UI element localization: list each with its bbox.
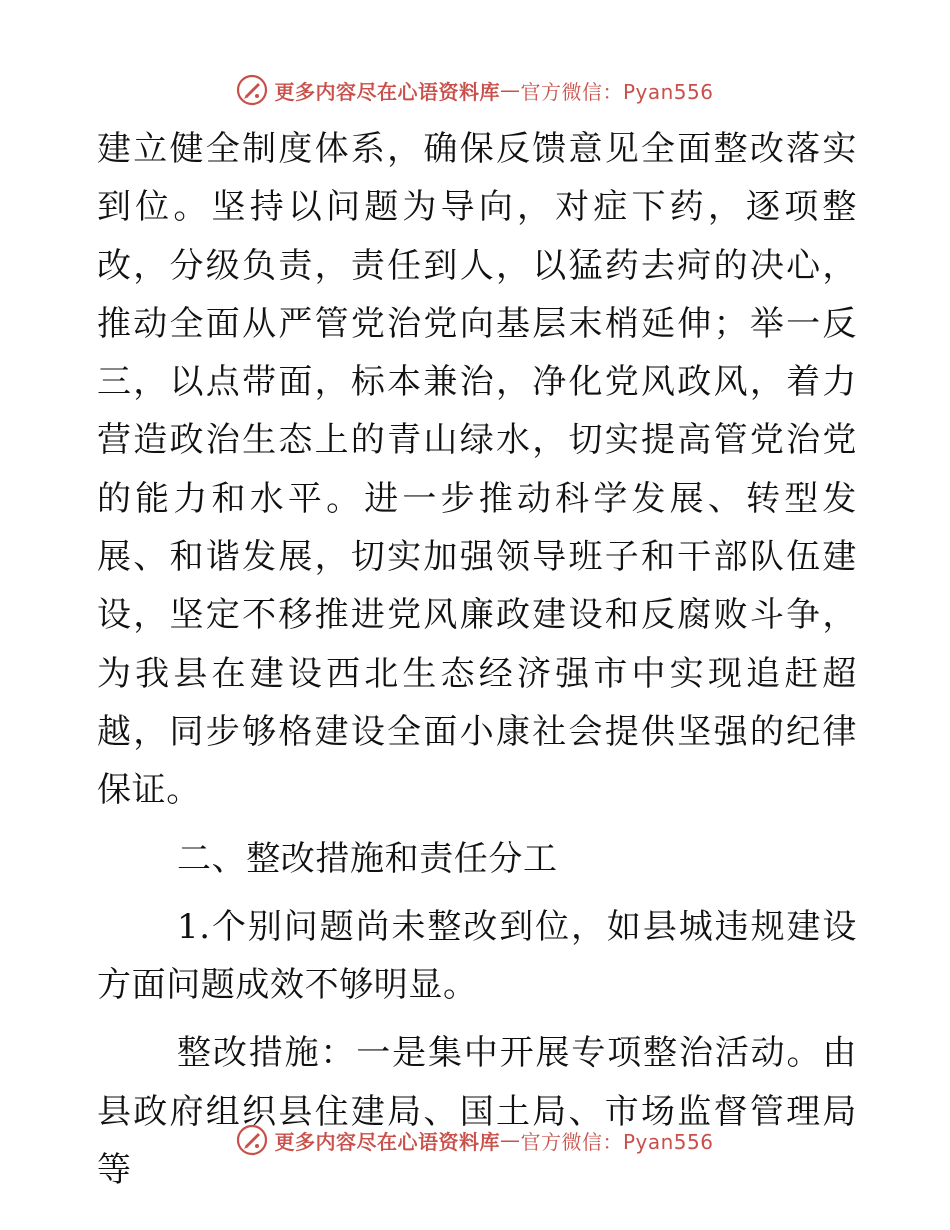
paragraph-1: 建立健全制度体系，确保反馈意见全面整改落实到位。坚持以问题为导向，对症下药，逐项整改，分级负责，责任到人，以猛药去疴的决心，推动全面从严管党治党向基层末梢延伸；举一反三，以点带面，标本兼治，净化党风政风，着力营造政治生态上的青山绿水，切实提高管党治党的能力和水平。进一步推动科学发展、转型发展、和谐发展，切实加强领导班子和干部队伍建设，坚定不移推进党风廉政建设和反腐败斗争，为我县在建设西北生态经济强市中实现追赶超越，同步够格建设全面小康社会提供坚强的纪律保证。 bbox=[97, 129, 857, 811]
paragraph-issue-1: 1.个别问题尚未整改到位，如县城违规建设方面问题成效不够明显。 bbox=[97, 906, 857, 1006]
watermark-brand-text: 更多内容尽在心语资料库 bbox=[274, 1129, 500, 1154]
footer-watermark bbox=[0, 1120, 950, 1160]
header-watermark bbox=[0, 70, 950, 110]
feather-pen-logo-icon bbox=[236, 1124, 268, 1156]
watermark-contact-text: 官方微信：Pyan556 bbox=[520, 1129, 714, 1154]
watermark-separator: — bbox=[499, 78, 521, 102]
document-body bbox=[97, 120, 857, 1199]
feather-pen-logo-icon bbox=[236, 74, 268, 106]
watermark-contact-text: 官方微信：Pyan556 bbox=[520, 79, 714, 104]
watermark-separator: — bbox=[499, 1128, 521, 1152]
paragraph-measures: 整改措施：一是集中开展专项整治活动。由县政府组织县住建局、国土局、市场监督管理局等 bbox=[97, 1033, 857, 1191]
watermark-brand-text: 更多内容尽在心语资料库 bbox=[274, 79, 500, 104]
section-heading-2: 二、整改措施和责任分工 bbox=[177, 838, 558, 879]
